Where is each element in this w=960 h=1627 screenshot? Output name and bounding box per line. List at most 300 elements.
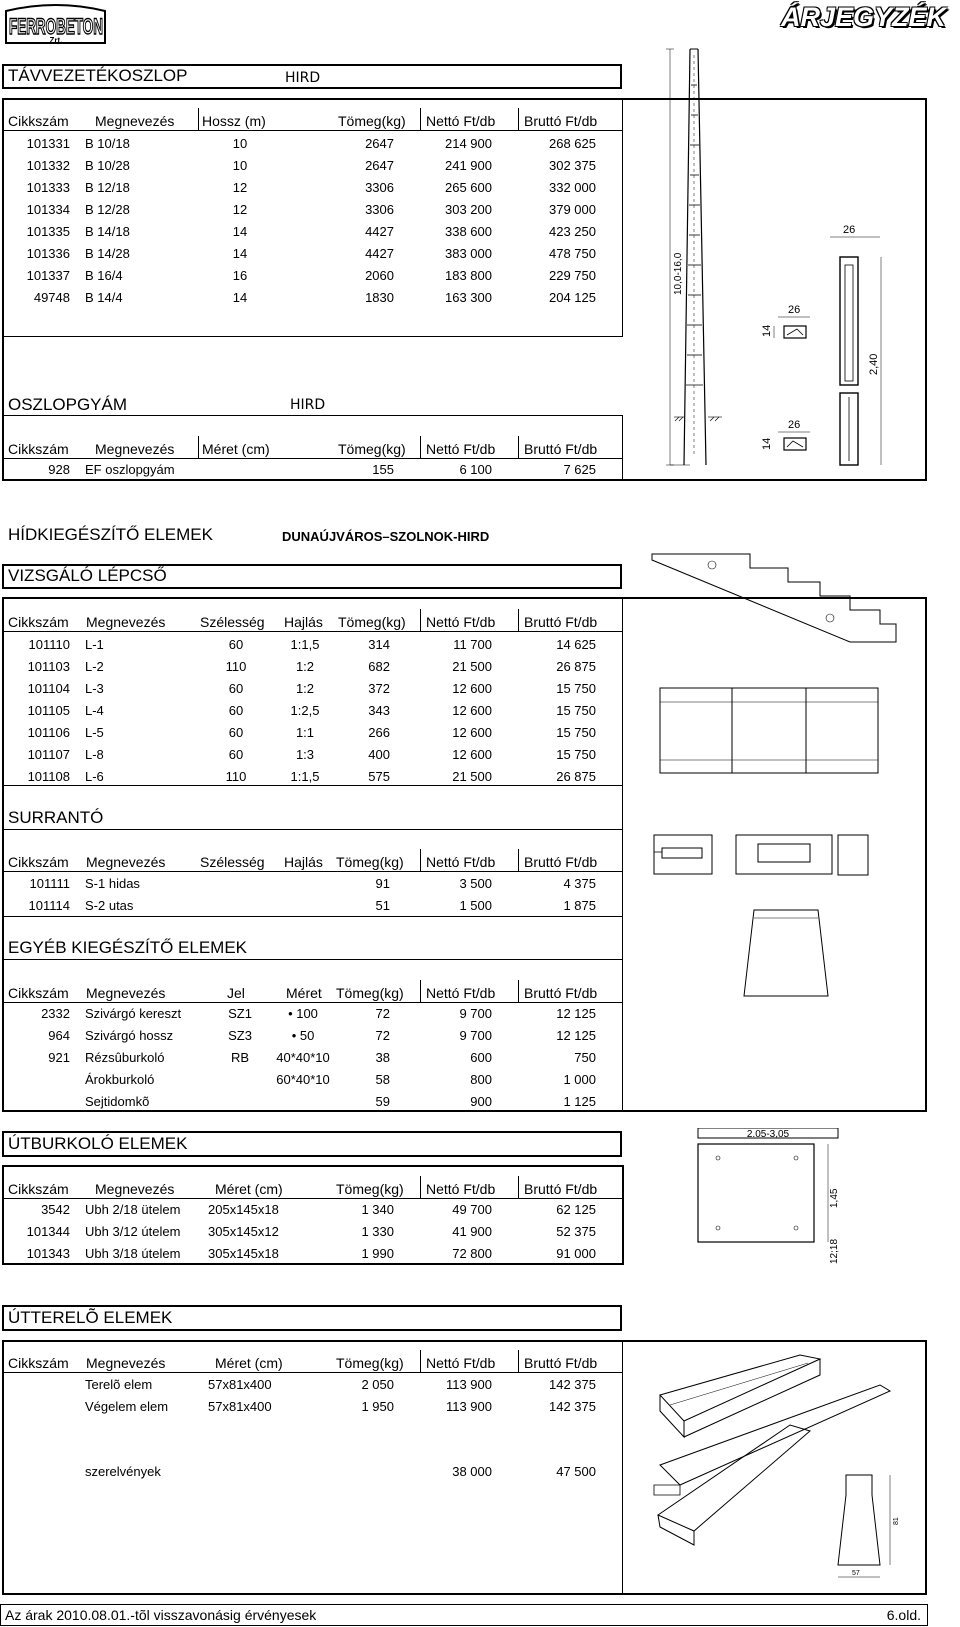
- table-cell: L-6: [85, 769, 104, 784]
- table-cell: 10: [232, 136, 248, 151]
- col-megnevezes: Megnevezés: [86, 985, 166, 1001]
- table-cell: 268 625: [549, 136, 596, 151]
- table-cell: 423 250: [549, 224, 596, 239]
- table-cell: 204 125: [549, 290, 596, 305]
- table-cell: 214 900: [445, 136, 492, 151]
- table-cell: 60: [228, 725, 244, 740]
- table-cell: 14: [232, 246, 248, 261]
- col-meret: Méret (cm): [202, 441, 270, 457]
- table-cell: 14 625: [556, 637, 596, 652]
- terelo-title: ÚTTERELÕ ELEMEK: [8, 1308, 173, 1327]
- col-megnevezes: Megnevezés: [86, 614, 166, 630]
- table-cell: 682: [368, 659, 390, 674]
- table-cell: Sejtidomkõ: [85, 1094, 150, 1109]
- table-cell: 15 750: [556, 747, 596, 762]
- table-cell: L-5: [85, 725, 104, 740]
- table-row: [0, 1006, 622, 1024]
- col-netto: Nettó Ft/db: [426, 854, 496, 870]
- table-cell: 101106: [27, 725, 70, 740]
- col-brutto: Bruttó Ft/db: [524, 614, 598, 630]
- col-megnevezes: Megnevezés: [95, 1181, 175, 1197]
- table-row: [0, 637, 622, 655]
- oszlop-sub: HIRD: [290, 397, 326, 413]
- table-cell: 15 750: [556, 681, 596, 696]
- col-meret: Méret: [286, 985, 322, 1001]
- slab-len-label: 1,45: [829, 1188, 840, 1208]
- table-cell: 10: [232, 158, 248, 173]
- slab-th-label: 12;18: [829, 1238, 840, 1264]
- table-row: [0, 1464, 622, 1482]
- table-cell: 101110: [28, 637, 70, 652]
- surrano-bottom-line: [2, 916, 622, 917]
- table-cell: 142 375: [549, 1399, 596, 1414]
- table-cell: 1 340: [361, 1202, 394, 1217]
- table-cell: 101335: [26, 224, 70, 239]
- table-cell: SZ3: [228, 1028, 252, 1043]
- slab-drawing: [690, 1128, 850, 1268]
- table-cell: 60: [228, 637, 244, 652]
- oszlop-header-line: [2, 458, 622, 459]
- table-cell: 1 500: [459, 898, 492, 913]
- table-cell: 12 600: [452, 725, 492, 740]
- col-hossz: Hossz (m): [202, 113, 266, 129]
- table-cell: 60: [228, 681, 244, 696]
- table-cell: 14: [232, 224, 248, 239]
- table-cell: 4427: [365, 224, 394, 239]
- col-megnevezes: Megnevezés: [95, 113, 175, 129]
- table-cell: 2332: [41, 1006, 70, 1021]
- table-cell: L-3: [85, 681, 104, 696]
- table-cell: B 12/18: [85, 180, 130, 195]
- table-cell: 2647: [365, 158, 394, 173]
- table-cell: 1 875: [563, 898, 596, 913]
- lepcso-hdr-div-2: [518, 609, 519, 631]
- table-cell: 101105: [27, 703, 70, 718]
- col-brutto: Bruttó Ft/db: [524, 854, 598, 870]
- table-cell: Szivárgó kereszt: [85, 1006, 182, 1021]
- logo-text: FERROBETON: [9, 14, 103, 39]
- col-netto: Nettó Ft/db: [426, 113, 496, 129]
- slab-width-label: 2.05-3,05: [746, 1129, 790, 1140]
- table-row: [0, 246, 622, 264]
- table-cell: 155: [372, 462, 394, 477]
- table-cell: 101336: [26, 246, 70, 261]
- barrier-drawing: [640, 1345, 920, 1590]
- hid-sub: DUNAÚJVÁROS–SZOLNOK-HIRD: [282, 529, 490, 544]
- table-row: [0, 1246, 622, 1264]
- table-cell: 101334: [26, 202, 70, 217]
- col-tomeg: Tömeg(kg): [338, 113, 406, 129]
- table-cell: 101111: [29, 876, 70, 891]
- oszlop-col-divider: [622, 415, 623, 481]
- col-brutto: Bruttó Ft/db: [524, 441, 598, 457]
- table-row: [0, 224, 622, 242]
- table-cell: 101331: [26, 136, 70, 151]
- surrano-title-line: [2, 829, 622, 830]
- col-netto: Nettó Ft/db: [426, 441, 496, 457]
- egyeb-header-line: [2, 1002, 622, 1003]
- logo-sub: Zrt.: [49, 36, 63, 45]
- oszlop-hdr-div-1: [198, 436, 199, 458]
- table-cell: 9 700: [459, 1028, 492, 1043]
- table-cell: 72: [375, 1028, 390, 1043]
- table-cell: Végelem elem: [85, 1399, 169, 1414]
- oszlop-title-line: [2, 415, 623, 416]
- col-cikkszam: Cikkszám: [8, 113, 69, 129]
- table-cell: 12 600: [452, 681, 492, 696]
- table-cell: 1:2,5: [290, 703, 320, 718]
- table-cell: 47 500: [556, 1464, 596, 1479]
- table-row: [0, 1399, 622, 1417]
- table-cell: Ubh 3/18 útelem: [85, 1246, 181, 1261]
- table-cell: 1:1,5: [290, 769, 320, 784]
- table-cell: 265 600: [445, 180, 492, 195]
- table-row: [0, 136, 622, 154]
- egyeb-title-line: [2, 959, 622, 960]
- table-cell: 38: [375, 1050, 390, 1065]
- table-row: [0, 725, 622, 743]
- surrano-hdr-div-1: [420, 849, 421, 871]
- table-cell: SZ1: [228, 1006, 252, 1021]
- terelo-hdr-div-1: [420, 1350, 421, 1372]
- table-row: [0, 1072, 622, 1090]
- col-cikkszam: Cikkszám: [8, 1355, 69, 1371]
- col-brutto: Bruttó Ft/db: [524, 1181, 598, 1197]
- gyam-dim-240: 2,40: [868, 353, 880, 375]
- table-cell: 9 700: [459, 1006, 492, 1021]
- ut-hdr-div-2: [518, 1176, 519, 1198]
- table-cell: B 14/4: [85, 290, 123, 305]
- table-cell: 383 000: [445, 246, 492, 261]
- table-row: [0, 703, 622, 721]
- table-cell: 16: [232, 268, 248, 283]
- col-brutto: Bruttó Ft/db: [524, 1355, 598, 1371]
- oszlop-hdr-div-2: [420, 436, 421, 458]
- table-row: [0, 1094, 622, 1112]
- table-cell: 750: [574, 1050, 596, 1065]
- table-cell: 241 900: [445, 158, 492, 173]
- tav-hdr-div-3: [518, 108, 519, 130]
- table-cell: 183 800: [445, 268, 492, 283]
- table-cell: 51: [375, 898, 390, 913]
- table-cell: 41 900: [452, 1224, 492, 1239]
- table-cell: 142 375: [549, 1377, 596, 1392]
- table-cell: 478 750: [549, 246, 596, 261]
- table-cell: 4427: [365, 246, 394, 261]
- table-cell: 928: [48, 462, 70, 477]
- table-cell: B 12/28: [85, 202, 130, 217]
- col-cikkszam: Cikkszám: [8, 441, 69, 457]
- table-cell: 101114: [28, 898, 70, 913]
- table-cell: 12: [232, 180, 248, 195]
- table-cell: Terelõ elem: [85, 1377, 153, 1392]
- table-cell: 49 700: [452, 1202, 492, 1217]
- table-cell: 332 000: [549, 180, 596, 195]
- table-cell: B 10/18: [85, 136, 130, 151]
- col-jel: Jel: [227, 985, 245, 1001]
- stair-drawing: [650, 552, 920, 1102]
- table-cell: 163 300: [445, 290, 492, 305]
- footer-bar: [0, 1604, 928, 1626]
- table-cell: 113 900: [445, 1377, 492, 1392]
- col-netto: Nettó Ft/db: [426, 614, 496, 630]
- table-cell: 12 125: [556, 1028, 596, 1043]
- table-cell: 26 875: [556, 769, 596, 784]
- hid-title: HÍDKIEGÉSZÍTŐ ELEMEK: [8, 525, 213, 544]
- col-szelesseg: Szélesség: [200, 854, 265, 870]
- col-meret: Méret (cm): [215, 1181, 283, 1197]
- table-cell: • 100: [288, 1006, 318, 1021]
- table-cell: 60: [228, 703, 244, 718]
- table-cell: 372: [368, 681, 390, 696]
- table-cell: 15 750: [556, 703, 596, 718]
- col-cikkszam: Cikkszám: [8, 854, 69, 870]
- table-cell: 101107: [27, 747, 70, 762]
- table-cell: 15 750: [556, 725, 596, 740]
- egyeb-hdr-div-1: [420, 980, 421, 1002]
- table-cell: 101333: [26, 180, 70, 195]
- table-cell: 26 875: [556, 659, 596, 674]
- surrano-title: SURRANTÓ: [8, 808, 104, 827]
- table-cell: B 14/28: [85, 246, 130, 261]
- table-cell: 113 900: [445, 1399, 492, 1414]
- table-row: [0, 747, 622, 765]
- table-cell: 91 000: [556, 1246, 596, 1261]
- table-cell: 12: [232, 202, 248, 217]
- table-cell: 12 600: [452, 747, 492, 762]
- egyeb-hdr-div-2: [518, 980, 519, 1002]
- terelo-header-line: [2, 1372, 622, 1373]
- table-cell: 800: [470, 1072, 492, 1087]
- table-cell: 338 600: [445, 224, 492, 239]
- table-row: [0, 268, 622, 286]
- table-cell: 964: [48, 1028, 70, 1043]
- table-cell: B 14/18: [85, 224, 130, 239]
- table-cell: 6 100: [459, 462, 492, 477]
- col-megnevezes: Megnevezés: [95, 441, 175, 457]
- col-cikkszam: Cikkszám: [8, 614, 69, 630]
- table-cell: 400: [368, 747, 390, 762]
- surrano-hdr-div-2: [518, 849, 519, 871]
- table-cell: 52 375: [556, 1224, 596, 1239]
- oszlop-title: OSZLOPGYÁM: [8, 395, 128, 414]
- tav-header-line: [2, 130, 622, 131]
- table-row: [0, 1050, 622, 1068]
- table-cell: 101108: [27, 769, 70, 784]
- table-cell: 1 000: [563, 1072, 596, 1087]
- pole-drawing: [660, 45, 915, 480]
- table-cell: 101332: [26, 158, 70, 173]
- table-cell: Ubh 2/18 ütelem: [85, 1202, 181, 1217]
- table-cell: 21 500: [452, 769, 492, 784]
- table-cell: L-2: [85, 659, 104, 674]
- egyeb-title: EGYÉB KIEGÉSZÍTŐ ELEMEK: [8, 938, 248, 957]
- table-cell: 305x145x12: [208, 1224, 279, 1239]
- col-netto: Nettó Ft/db: [426, 1181, 496, 1197]
- tavvezetek-title: TÁVVEZETÉKOSZLOP: [8, 66, 188, 85]
- table-cell: 3306: [365, 202, 394, 217]
- table-cell: 229 750: [549, 268, 596, 283]
- table-cell: Árokburkoló: [85, 1072, 155, 1087]
- table-cell: 58: [375, 1072, 390, 1087]
- gyam-dim-26c: 26: [843, 224, 856, 236]
- ut-header-line: [2, 1198, 622, 1199]
- table-row: [0, 180, 622, 198]
- table-cell: EF oszlopgyám: [85, 462, 175, 477]
- table-cell: 305x145x18: [208, 1246, 279, 1261]
- table-cell: 59: [375, 1094, 390, 1109]
- table-cell: 60*40*10: [276, 1072, 330, 1087]
- col-megnevezes: Megnevezés: [86, 1355, 166, 1371]
- col-cikkszam: Cikkszám: [8, 1181, 69, 1197]
- table-cell: 12 125: [556, 1006, 596, 1021]
- ut-title: ÚTBURKOLÓ ELEMEK: [8, 1134, 188, 1153]
- table-cell: 303 200: [445, 202, 492, 217]
- table-cell: B 16/4: [85, 268, 123, 283]
- table-row: [0, 202, 622, 220]
- table-cell: 7 625: [563, 462, 596, 477]
- table-cell: 11 700: [453, 637, 492, 652]
- table-cell: 72: [375, 1006, 390, 1021]
- table-cell: 379 000: [549, 202, 596, 217]
- table-cell: RB: [230, 1050, 250, 1065]
- lepcso-header-line: [2, 631, 622, 632]
- ferrobeton-logo: [4, 3, 107, 47]
- table-row: [0, 1224, 622, 1242]
- table-cell: 314: [368, 637, 390, 652]
- table-cell: szerelvények: [85, 1464, 161, 1479]
- barrier-57-label: 57: [852, 1570, 860, 1577]
- table-cell: 1 950: [361, 1399, 394, 1414]
- table-cell: L-8: [85, 747, 104, 762]
- table-row: [0, 876, 622, 894]
- col-tomeg: Tömeg(kg): [336, 985, 404, 1001]
- table-cell: 40*40*10: [276, 1050, 330, 1065]
- tavvezetek-sub: HIRD: [285, 70, 321, 86]
- barrier-81-label: 81: [893, 1517, 900, 1525]
- lepcso-col-divider: [622, 597, 623, 1112]
- table-cell: 62 125: [556, 1202, 596, 1217]
- col-tomeg: Tömeg(kg): [338, 441, 406, 457]
- table-cell: 575: [368, 769, 390, 784]
- terelo-hdr-div-2: [518, 1350, 519, 1372]
- col-cikkszam: Cikkszám: [8, 985, 69, 1001]
- table-cell: S-2 utas: [85, 898, 134, 913]
- table-cell: • 50: [291, 1028, 315, 1043]
- oszlop-hdr-div-3: [518, 436, 519, 458]
- table-row: [0, 1377, 622, 1395]
- table-cell: 1 990: [361, 1246, 394, 1261]
- table-cell: 14: [232, 290, 248, 305]
- gyam-dim-14b: 14: [761, 437, 773, 450]
- table-cell: 110: [225, 769, 247, 784]
- col-tomeg: Tömeg(kg): [336, 854, 404, 870]
- footer-page: 6.old.: [886, 1607, 921, 1623]
- table-cell: Ubh 3/12 útelem: [85, 1224, 181, 1239]
- terelo-col-divider: [622, 1340, 623, 1595]
- table-cell: 60: [228, 747, 244, 762]
- col-tomeg: Tömeg(kg): [336, 1355, 404, 1371]
- table-cell: 3542: [41, 1202, 70, 1217]
- table-row: [0, 1202, 622, 1220]
- table-cell: 266: [368, 725, 390, 740]
- table-cell: 3 500: [459, 876, 492, 891]
- table-cell: 101344: [26, 1224, 70, 1239]
- tav-bottom-line: [2, 336, 623, 337]
- brand-title: ÁRJEGYZÉK: [780, 2, 946, 32]
- table-cell: 600: [470, 1050, 492, 1065]
- lepcso-bottom-line: [2, 785, 622, 786]
- table-cell: 1:1,5: [290, 637, 320, 652]
- table-cell: 57x81x400: [208, 1377, 272, 1392]
- table-cell: 1:2: [295, 681, 315, 696]
- col-meret: Méret (cm): [215, 1355, 283, 1371]
- table-cell: 1:2: [295, 659, 315, 674]
- col-megnevezes: Megnevezés: [86, 854, 166, 870]
- col-szelesseg: Szélesség: [200, 614, 265, 630]
- gyam-dim-26b: 26: [788, 419, 801, 431]
- table-cell: 101104: [27, 681, 70, 696]
- table-row: [0, 898, 622, 916]
- table-cell: 101103: [27, 659, 70, 674]
- gyam-dim-26: 26: [788, 304, 801, 316]
- table-cell: 101337: [26, 268, 70, 283]
- tav-hdr-div-1: [198, 108, 199, 130]
- table-row: [0, 158, 622, 176]
- table-cell: Szivárgó hossz: [85, 1028, 174, 1043]
- footer-validity: Az árak 2010.08.01.-tõl visszavonásig érvényesek: [5, 1607, 317, 1623]
- table-cell: 4 375: [563, 876, 596, 891]
- col-netto: Nettó Ft/db: [426, 985, 496, 1001]
- pole-height-label: 10,0-16,0: [673, 252, 684, 295]
- col-netto: Nettó Ft/db: [426, 1355, 496, 1371]
- table-cell: 302 375: [549, 158, 596, 173]
- table-cell: 1830: [365, 290, 394, 305]
- col-tomeg: Tömeg(kg): [336, 1181, 404, 1197]
- table-row: [0, 290, 622, 308]
- table-cell: 2647: [365, 136, 394, 151]
- gyam-dim-14: 14: [761, 324, 773, 337]
- table-cell: 110: [225, 659, 247, 674]
- table-cell: 1:1: [295, 725, 315, 740]
- table-cell: 205x145x18: [208, 1202, 279, 1217]
- table-cell: 12 600: [452, 703, 492, 718]
- table-cell: Rézsûburkoló: [85, 1050, 165, 1065]
- tav-hdr-div-2: [420, 108, 421, 130]
- col-brutto: Bruttó Ft/db: [524, 113, 598, 129]
- table-cell: 900: [470, 1094, 492, 1109]
- tav-col-divider: [622, 98, 623, 336]
- col-hajlas: Hajlás: [284, 854, 323, 870]
- table-cell: 2 050: [361, 1377, 394, 1392]
- table-row: [0, 681, 622, 699]
- table-row: [0, 659, 622, 677]
- table-cell: 49748: [33, 290, 70, 305]
- col-tomeg: Tömeg(kg): [338, 614, 406, 630]
- table-cell: 2060: [365, 268, 394, 283]
- table-cell: 38 000: [452, 1464, 492, 1479]
- col-hajlas: Hajlás: [284, 614, 323, 630]
- lepcso-title: VIZSGÁLÓ LÉPCSŐ: [8, 566, 167, 585]
- table-row: [0, 1028, 622, 1046]
- table-cell: S-1 hidas: [85, 876, 140, 891]
- surrano-header-line: [2, 871, 622, 872]
- lepcso-hdr-div-1: [420, 609, 421, 631]
- table-cell: 101343: [26, 1246, 70, 1261]
- table-cell: 1:3: [295, 747, 315, 762]
- table-cell: 1 330: [361, 1224, 394, 1239]
- table-cell: 1 125: [563, 1094, 596, 1109]
